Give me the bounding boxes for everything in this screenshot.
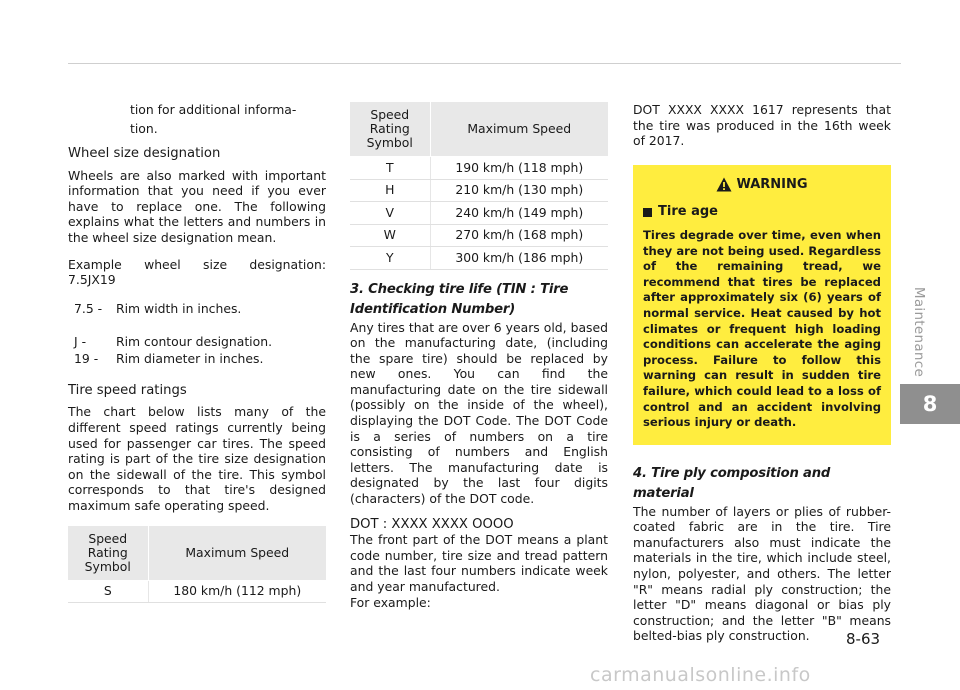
- table-row: [350, 202, 608, 225]
- table-row: [350, 157, 608, 180]
- max-speed-cell: 210 km/h (130 mph): [430, 179, 608, 202]
- example-label-text: Example wheel size designation:: [68, 256, 326, 272]
- speed-symbol-cell: Y: [350, 247, 430, 270]
- wheel-size-heading: Wheel size designation: [68, 146, 221, 161]
- watermark: carmanualsonline.info: [590, 664, 811, 686]
- intro-note: tion for additional informa- tion.: [130, 102, 297, 136]
- bullet-square-icon: [643, 208, 652, 217]
- dot-heading: DOT : XXXX XXXX OOOO: [350, 516, 514, 532]
- max-speed-cell: 300 km/h (186 mph): [430, 247, 608, 270]
- warning-subtitle: Tire age: [658, 204, 718, 220]
- table-row: [350, 224, 608, 247]
- column-middle: [350, 102, 608, 610]
- warning-box: [633, 165, 891, 445]
- definition-row: [68, 300, 326, 317]
- warning-text: Tires degrade over time, even when they are not being used. Regardless of the remaining tread, we recommend that tires be replaced after approximately six (6) years of normal service. Heat caused by hot climates or frequent high loading conditions can accelerate the aging process. Failure to follow this warning can result in sudden tire failure, which could lead to a loss of control and an accident involving serious injury or death.: [643, 227, 881, 430]
- speed-ratings-text: The chart below lists many of the different speed ratings currently being used for passenger car tires. The speed rating is part of the tire size designation on the sidewall of the tire. This symbol corresponds to that tire's designed maximum safe operating speed.: [68, 404, 326, 513]
- top-rule: [68, 63, 901, 64]
- speed-ratings-heading: Tire speed ratings: [68, 382, 187, 398]
- page-number: 8-63: [846, 630, 881, 648]
- example-value: 7.5JX19: [68, 272, 116, 288]
- wheel-size-text: Wheels are also marked with important information that you need if you ever have to replace one. The following explains what the letters and numbers in the wheel size designation mean.: [68, 167, 326, 245]
- warning-header: [643, 177, 881, 193]
- speed-symbol-cell: H: [350, 179, 430, 202]
- section-4-title: 4. Tire ply composition and material: [633, 465, 831, 501]
- chapter-tab: 8: [900, 384, 960, 424]
- speed-table-part1: [68, 526, 326, 604]
- section-4-text: The number of layers or plies of rubber- coated fabric are in the tire. Tire manufacturers also must indicate the materials in the tire, which include steel, nylon, polyester, and others. The letter "R" means radial ply construction; the letter "D" means diagonal or bias ply construction; and the letter "B" means belted-bias ply construction.: [633, 503, 891, 644]
- max-speed-cell: 270 km/h (168 mph): [430, 224, 608, 247]
- dot-example-text: DOT XXXX XXXX 1617 represents that the tire was produced in the 16th week of 2017.: [633, 102, 891, 149]
- warning-subheader: [643, 204, 881, 220]
- definition-row: [68, 333, 326, 350]
- chapter-label: Maintenance: [911, 286, 927, 378]
- table-row: [350, 247, 608, 270]
- header-speed-symbol: Speed Rating Symbol: [350, 102, 430, 157]
- table-row: [350, 179, 608, 202]
- warning-triangle-icon: [716, 177, 732, 192]
- definition-key: 7.5 -: [74, 300, 103, 316]
- max-speed-cell: 240 km/h (149 mph): [430, 202, 608, 225]
- definition-key: J -: [74, 333, 87, 349]
- warning-title: WARNING: [736, 176, 808, 192]
- speed-symbol-cell: W: [350, 224, 430, 247]
- definition-row: [68, 350, 326, 367]
- dot-text: The front part of the DOT means a plant code number, tire size and tread pattern and the last four numbers indicate week and year manufactured.: [350, 532, 608, 594]
- for-example-label: For example:: [350, 594, 431, 610]
- max-speed-cell: 180 km/h (112 mph): [148, 580, 326, 603]
- speed-table-part2: [350, 102, 608, 270]
- example-label: [68, 257, 326, 273]
- speed-symbol-cell: S: [68, 580, 148, 603]
- column-left: [68, 100, 326, 603]
- section-3-text: Any tires that are over 6 years old, based on the manufacturing date, (including the spare tire) should be replaced by new ones. You can find the manufacturing date on the tire sidewall (possibly on the inside of the wheel), displaying the DOT Code. The DOT Code is a series of numbers on a tire consisting of numbers and English letters. The manufacturing date is designated by the last four digits (characters) of the DOT code.: [350, 319, 608, 507]
- speed-symbol-cell: T: [350, 157, 430, 180]
- speed-symbol-cell: V: [350, 202, 430, 225]
- header-maximum-speed: Maximum Speed: [148, 526, 326, 581]
- wheel-definitions: [68, 300, 326, 367]
- definition-key: 19 -: [74, 350, 99, 366]
- chapter-side-label: [898, 284, 940, 380]
- definition-value: Rim width in inches.: [116, 300, 242, 316]
- section-3-title: 3. Checking tire life (TIN : Tire Identification Number): [350, 281, 569, 317]
- table-row: [68, 580, 326, 603]
- max-speed-cell: 190 km/h (118 mph): [430, 157, 608, 180]
- definition-value: Rim contour designation.: [116, 333, 273, 349]
- definition-value: Rim diameter in inches.: [116, 350, 264, 366]
- header-speed-symbol: Speed Rating Symbol: [68, 526, 148, 581]
- header-maximum-speed: Maximum Speed: [430, 102, 608, 157]
- column-right: [633, 102, 891, 644]
